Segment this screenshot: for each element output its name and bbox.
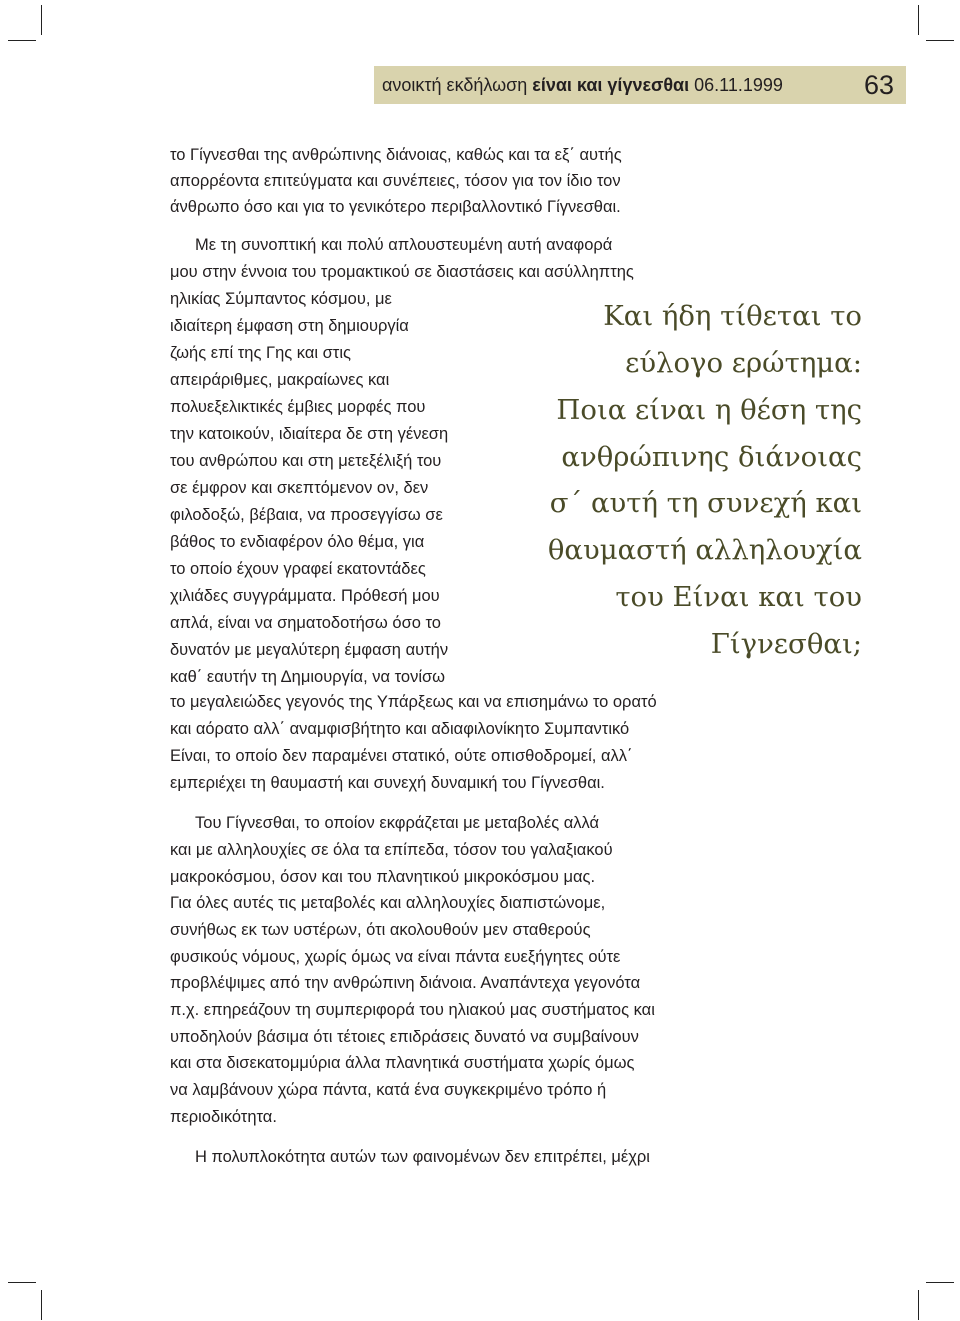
body-line: απειράριθμες, μακραίωνες και bbox=[170, 371, 390, 389]
pull-quote-line: Και ήδη τίθεται το bbox=[603, 300, 862, 332]
body-line: περιοδικότητα. bbox=[170, 1108, 277, 1126]
body-line: σε έμφρον και σκεπτόμενον ον, δεν bbox=[170, 479, 429, 497]
body-line: το Γίγνεσθαι της ανθρώπινης διάνοιας, καθώς και τα εξ΄ αυτής bbox=[170, 146, 622, 164]
header-title-bold: είναι και γίγνεσθαι bbox=[532, 75, 690, 95]
body-line: φιλοδοξώ, βέβαια, να προσεγγίσω σε bbox=[170, 506, 443, 524]
body-line: εμπεριέχει τη θαυμαστή και συνεχή δυναμική του Γίγνεσθαι. bbox=[170, 774, 605, 792]
body-line: υποδηλούν βάσιμα ότι τέτοιες επιδράσεις δυνατό να συμβαίνουν bbox=[170, 1028, 639, 1046]
crop-mark bbox=[41, 1290, 42, 1320]
body-line: άνθρωπο όσο και για το γενικότερο περιβαλλοντικό Γίγνεσθαι. bbox=[170, 198, 621, 216]
pull-quote-line: σ΄ αυτή τη συνεχή και bbox=[549, 487, 862, 519]
crop-mark bbox=[918, 1290, 919, 1320]
body-line: Με τη συνοπτική και πολύ απλουστευμένη αυτή αναφορά bbox=[195, 236, 613, 254]
body-line: ιδιαίτερη έμφαση στη δημιουργία bbox=[170, 317, 409, 335]
crop-mark bbox=[926, 40, 954, 41]
body-line: απλά, είναι να σηματοδοτήσω όσο το bbox=[170, 614, 441, 632]
crop-mark bbox=[41, 5, 42, 35]
body-line: μακροκόσμου, όσον και του πλανητικού μικροκόσμου μας. bbox=[170, 868, 596, 886]
page-number: 63 bbox=[864, 70, 895, 100]
body-line: βάθος το ενδιαφέρον όλο θέμα, για bbox=[170, 533, 425, 551]
body-line: π.χ. επηρεάζουν τη συμπεριφορά του ηλιακού μας συστήματος και bbox=[170, 1001, 655, 1019]
body-line: και στα δισεκατομμύρια άλλα πλανητικά συστήματα χωρίς όμως bbox=[170, 1054, 635, 1072]
pull-quote-line: του Είναι και του bbox=[615, 581, 862, 613]
body-line: συνήθως εκ των υστέρων, ότι ακολουθούν μεν σταθερούς bbox=[170, 921, 591, 939]
body-line: να λαμβάνουν χώρα πάντα, κατά ένα συγκεκριμένο τρόπο ή bbox=[170, 1081, 607, 1099]
body-line: και αόρατο αλλ΄ αναμφισβήτητο και αδιαφιλονίκητο Συμπαντικό bbox=[170, 720, 630, 738]
crop-mark bbox=[926, 1282, 954, 1283]
pull-quote-line: Ποια είναι η θέση της bbox=[556, 394, 862, 426]
body-line: πολυεξελικτικές έμβιες μορφές που bbox=[170, 398, 426, 416]
body-line: Για όλες αυτές τις μεταβολές και αλληλουχίες διαπιστώνομε, bbox=[170, 894, 606, 912]
body-line: Η πολυπλοκότητα αυτών των φαινομένων δεν επιτρέπει, μέχρι bbox=[195, 1148, 650, 1166]
body-line: Είναι, το οποίο δεν παραμένει στατικό, ούτε οπισθοδρομεί, αλλ΄ bbox=[170, 747, 633, 765]
body-line: και με αλληλουχίες σε όλα τα επίπεδα, τόσον του γαλαξιακού bbox=[170, 841, 613, 859]
body-line: χιλιάδες συγγράμματα. Πρόθεσή μου bbox=[170, 587, 440, 605]
body-line: το μεγαλειώδες γεγονός της Υπάρξεως και να επισημάνω το ορατό bbox=[170, 693, 657, 711]
pull-quote-line: Γίγνεσθαι; bbox=[710, 628, 862, 660]
header-title: ανοικτή εκδήλωση bbox=[382, 75, 528, 95]
body-line: ηλικίας Σύμπαντος κόσμου, με bbox=[170, 290, 392, 308]
body-line: απορρέοντα επιτεύγματα και συνέπειες, τόσον για τον ίδιο τον bbox=[170, 172, 621, 190]
body-line: του ανθρώπου και στη μετεξέλιξή του bbox=[170, 452, 442, 470]
body-line: φυσικούς νόμους, χωρίς όμως να είναι πάντα ευεξήγητες ούτε bbox=[170, 948, 621, 966]
body-line: προβλέψιμες από την ανθρώπινη διάνοια. Αναπάντεχα γεγονότα bbox=[170, 974, 641, 992]
crop-mark bbox=[8, 40, 36, 41]
body-line: ζωής επί της Γης και στις bbox=[170, 344, 351, 362]
body-line: Του Γίγνεσθαι, το οποίον εκφράζεται με μεταβολές αλλά bbox=[195, 814, 600, 832]
body-line: δυνατόν με μεγαλύτερη έμφαση αυτήν bbox=[170, 641, 449, 659]
body-line: την κατοικούν, ιδιαίτερα δε στη γένεση bbox=[170, 425, 449, 443]
pull-quote-line: εύλογο ερώτημα: bbox=[625, 347, 862, 379]
running-header bbox=[382, 73, 783, 97]
body-line: το οποίο έχουν γραφεί εκατοντάδες bbox=[170, 560, 426, 578]
crop-mark bbox=[8, 1282, 36, 1283]
body-line: καθ΄ εαυτήν τη Δημιουργία, να τονίσω bbox=[170, 668, 446, 686]
header-date: 06.11.1999 bbox=[694, 75, 783, 95]
pull-quote-line: ανθρώπινης διάνοιας bbox=[561, 441, 862, 473]
crop-mark bbox=[918, 5, 919, 35]
pull-quote-line: θαυμαστή αλληλουχία bbox=[547, 534, 862, 566]
body-line: μου στην έννοια του τρομακτικού σε διαστάσεις και ασύλληπτης bbox=[170, 263, 634, 281]
